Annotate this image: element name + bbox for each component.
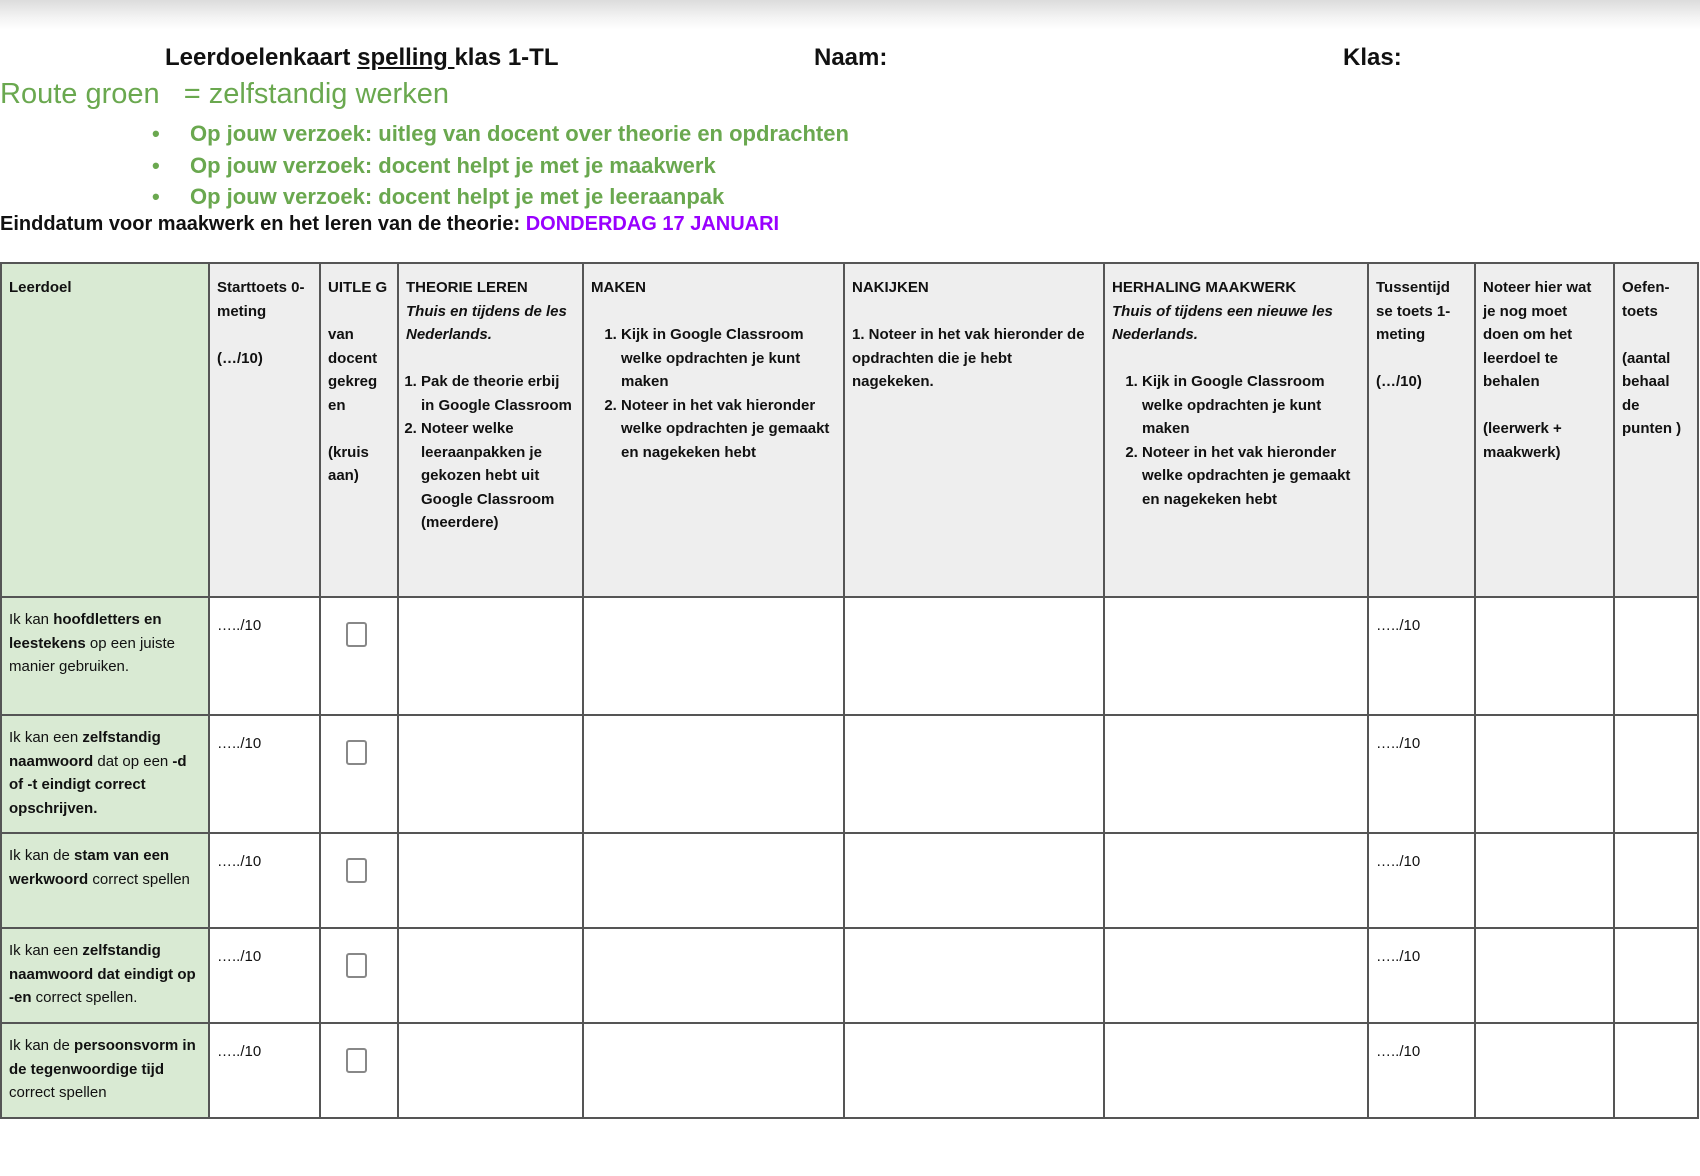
maken-cell[interactable]	[583, 597, 844, 715]
theorie-cell[interactable]	[398, 928, 583, 1023]
table-row	[1, 715, 1698, 833]
route-description: = zelfstandig werken	[183, 78, 449, 110]
leerdoel-bold-text: stam van een werkwoord	[9, 847, 170, 888]
tussentijdse-score-cell	[1368, 928, 1475, 1023]
noteer-title: Noteer hier wat je nog moet doen om het leerdoel te behalen	[1483, 279, 1592, 390]
uitleg-checkbox-cell	[320, 833, 398, 928]
route-bullet-text: Op jouw verzoek: uitleg van docent over theorie en opdrachten	[190, 121, 849, 146]
score-placeholder[interactable]: …../10	[217, 735, 262, 752]
starttoets-title: Starttoets 0-meting	[217, 279, 305, 320]
uitleg-checkbox-cell	[320, 928, 398, 1023]
leerdoel-cell	[1, 1023, 209, 1118]
nakijken-cell[interactable]	[844, 833, 1104, 928]
bullet-icon: •	[152, 121, 160, 146]
leerdoel-bold-text: hoofdletters en leestekens	[9, 611, 162, 652]
route-bullet	[152, 150, 849, 182]
table-row	[1, 833, 1698, 928]
oefentoets-note: (aantal behaal de punten )	[1622, 349, 1682, 437]
herhaling-title: HERHALING MAAKWERK	[1112, 279, 1297, 296]
nakijken-cell[interactable]	[844, 1023, 1104, 1118]
tussentijdse-title: Tussentijd se toets 1-meting	[1376, 279, 1451, 343]
noteer-note: (leerwerk + maakwerk)	[1483, 420, 1562, 461]
leerdoel-cell	[1, 597, 209, 715]
herhaling-subtitle: Thuis of tijdens een nieuwe les Nederlands.	[1112, 302, 1333, 343]
leerdoel-cell	[1, 715, 209, 833]
theorie-title: THEORIE LEREN	[406, 279, 528, 296]
maken-cell[interactable]	[583, 715, 844, 833]
score-placeholder[interactable]: …../10	[217, 1043, 262, 1060]
checkbox-icon[interactable]	[346, 858, 367, 883]
theorie-step: 1. Pak de theorie erbij in Google Classroom	[421, 370, 575, 417]
route-bullet	[152, 181, 849, 213]
col-header-tussentijdse	[1368, 263, 1475, 597]
uitleg-line: van docent gekreg en	[328, 326, 378, 414]
leerdoel-text: Ik kan	[9, 611, 54, 628]
oefentoets-cell[interactable]	[1614, 833, 1698, 928]
leerdoel-text: Ik kan de	[9, 1037, 75, 1054]
deadline-label: Einddatum voor maakwerk en het leren van de theorie:	[0, 213, 521, 235]
nakijken-cell[interactable]	[844, 715, 1104, 833]
title-suffix: klas 1-TL	[454, 44, 559, 71]
noteer-cell[interactable]	[1475, 1023, 1614, 1118]
nakijken-title: NAKIJKEN	[852, 279, 929, 296]
herhaling-cell[interactable]	[1104, 1023, 1368, 1118]
leerdoel-text: correct spellen	[9, 1084, 107, 1101]
uitleg-note: (kruis aan)	[328, 443, 369, 484]
route-heading	[0, 78, 449, 111]
page-title	[165, 44, 559, 72]
table-row	[1, 928, 1698, 1023]
maken-step: 2. Noteer in het vak hieronder welke opdrachten je gemaakt en nagekeken hebt	[621, 394, 836, 465]
tussentijdse-score-cell	[1368, 833, 1475, 928]
theorie-cell[interactable]	[398, 833, 583, 928]
maken-cell[interactable]	[583, 833, 844, 928]
score-placeholder[interactable]: …../10	[1376, 853, 1421, 870]
route-bullet-list	[152, 118, 849, 213]
starttoets-score-cell	[209, 833, 320, 928]
score-placeholder[interactable]: …../10	[217, 853, 262, 870]
col-header-theorie	[398, 263, 583, 597]
bullet-icon: •	[152, 184, 160, 209]
leerdoel-text: dat op een	[93, 752, 173, 770]
theorie-cell[interactable]	[398, 597, 583, 715]
deadline-line	[0, 213, 779, 236]
tussentijdse-score-cell	[1368, 1023, 1475, 1118]
table-body	[1, 597, 1698, 1118]
starttoets-note: (…/10)	[217, 349, 263, 367]
table-row	[1, 597, 1698, 715]
leerdoel-cell	[1, 928, 209, 1023]
route-label: Route groen	[0, 78, 160, 110]
starttoets-score-cell	[209, 715, 320, 833]
herhaling-cell[interactable]	[1104, 597, 1368, 715]
herhaling-cell[interactable]	[1104, 928, 1368, 1023]
maken-cell[interactable]	[583, 928, 844, 1023]
starttoets-score-cell	[209, 928, 320, 1023]
naam-label: Naam:	[814, 44, 888, 71]
tussentijdse-score-cell	[1368, 715, 1475, 833]
score-placeholder[interactable]: …../10	[1376, 1043, 1421, 1060]
maken-cell[interactable]	[583, 1023, 844, 1118]
col-header-nakijken	[844, 263, 1104, 597]
starttoets-score-cell	[209, 1023, 320, 1118]
noteer-cell[interactable]	[1475, 597, 1614, 715]
score-placeholder[interactable]: …../10	[217, 617, 262, 634]
theorie-cell[interactable]	[398, 715, 583, 833]
col-header-starttoets	[209, 263, 320, 597]
col-header-oefentoets	[1614, 263, 1698, 597]
starttoets-score-cell	[209, 597, 320, 715]
checkbox-icon[interactable]	[346, 740, 367, 765]
nakijken-cell[interactable]	[844, 928, 1104, 1023]
score-placeholder[interactable]: …../10	[1376, 735, 1421, 752]
page-top-shadow	[0, 0, 1700, 30]
leerdoel-bold-text: -d of -t eindigt correct opschrijven.	[9, 752, 187, 817]
leerdoel-cell	[1, 833, 209, 928]
theorie-cell[interactable]	[398, 1023, 583, 1118]
oefentoets-cell[interactable]	[1614, 928, 1698, 1023]
tussentijdse-note: (…/10)	[1376, 373, 1422, 390]
herhaling-cell[interactable]	[1104, 715, 1368, 833]
leerdoel-text: correct spellen	[88, 870, 190, 888]
herhaling-cell[interactable]	[1104, 833, 1368, 928]
nakijken-cell[interactable]	[844, 597, 1104, 715]
oefentoets-cell[interactable]	[1614, 715, 1698, 833]
table-header-row	[1, 263, 1698, 597]
leerdoel-text: Ik kan een	[9, 729, 83, 746]
title-prefix: Leerdoelenkaart	[165, 44, 358, 71]
learning-goals-table	[0, 262, 1699, 1119]
leerdoel-bold-text: zelfstandig naamwoord dat eindigt op -en	[9, 942, 196, 1006]
nakijken-text: 1. Noteer in het vak hieronder de opdrachten die je hebt nagekeken.	[852, 326, 1085, 390]
score-placeholder[interactable]: …../10	[1376, 948, 1421, 965]
theorie-step: 2. Noteer welke leeraanpakken je gekozen hebt uit Google Classroom (meerdere)	[421, 417, 575, 535]
uitleg-checkbox-cell	[320, 597, 398, 715]
oefentoets-cell[interactable]	[1614, 597, 1698, 715]
leerdoel-text: op een juiste manier gebruiken.	[9, 634, 175, 675]
oefentoets-title: Oefen- toets	[1622, 279, 1670, 320]
leerdoel-text: Ik kan een	[9, 942, 83, 959]
uitleg-checkbox-cell	[320, 715, 398, 833]
leerdoel-bold-text: persoonsvorm in de tegenwoordige tijd	[9, 1037, 196, 1078]
col-header-herhaling	[1104, 263, 1368, 597]
herhaling-step: 2. Noteer in het vak hieronder welke opdrachten je gemaakt en nagekeken hebt	[1142, 441, 1360, 512]
col-header-maken	[583, 263, 844, 597]
table-row	[1, 1023, 1698, 1118]
checkbox-icon[interactable]	[346, 953, 367, 978]
col-header-uitleg	[320, 263, 398, 597]
title-underlined-word: spelling	[357, 44, 455, 71]
col-header-leerdoel: Leerdoel	[1, 263, 209, 597]
leerdoel-text: Ik kan de	[9, 847, 75, 864]
theorie-steps	[406, 370, 575, 535]
uitleg-title: UITLE G	[328, 279, 388, 296]
checkbox-icon[interactable]	[346, 1048, 367, 1073]
score-placeholder[interactable]: …../10	[1376, 617, 1421, 634]
herhaling-step: 1. Kijk in Google Classroom welke opdrachten je kunt maken	[1142, 370, 1360, 441]
noteer-cell[interactable]	[1475, 833, 1614, 928]
route-bullet	[152, 118, 849, 150]
leerdoel-text: correct spellen.	[31, 989, 138, 1006]
oefentoets-cell[interactable]	[1614, 1023, 1698, 1118]
noteer-cell[interactable]	[1475, 715, 1614, 833]
klas-label: Klas:	[1343, 44, 1402, 71]
herhaling-steps	[1112, 370, 1360, 511]
bullet-icon: •	[152, 152, 160, 178]
deadline-date: DONDERDAG 17 JANUARI	[525, 213, 780, 235]
route-bullet-text: Op jouw verzoek: docent helpt je met je maakwerk	[190, 152, 716, 178]
checkbox-icon[interactable]	[346, 622, 367, 647]
maken-title: MAKEN	[591, 279, 646, 296]
uitleg-checkbox-cell	[320, 1023, 398, 1118]
maken-step: 1. Kijk in Google Classroom welke opdrachten je kunt maken	[621, 323, 836, 394]
route-bullet-text: Op jouw verzoek: docent helpt je met je leeraanpak	[190, 184, 725, 209]
noteer-cell[interactable]	[1475, 928, 1614, 1023]
col-header-noteer	[1475, 263, 1614, 597]
tussentijdse-score-cell	[1368, 597, 1475, 715]
leerdoel-bold-text: zelfstandig naamwoord	[9, 729, 161, 770]
theorie-subtitle: Thuis en tijdens de les Nederlands.	[406, 302, 567, 343]
maken-steps	[591, 323, 836, 464]
score-placeholder[interactable]: …../10	[217, 948, 262, 965]
